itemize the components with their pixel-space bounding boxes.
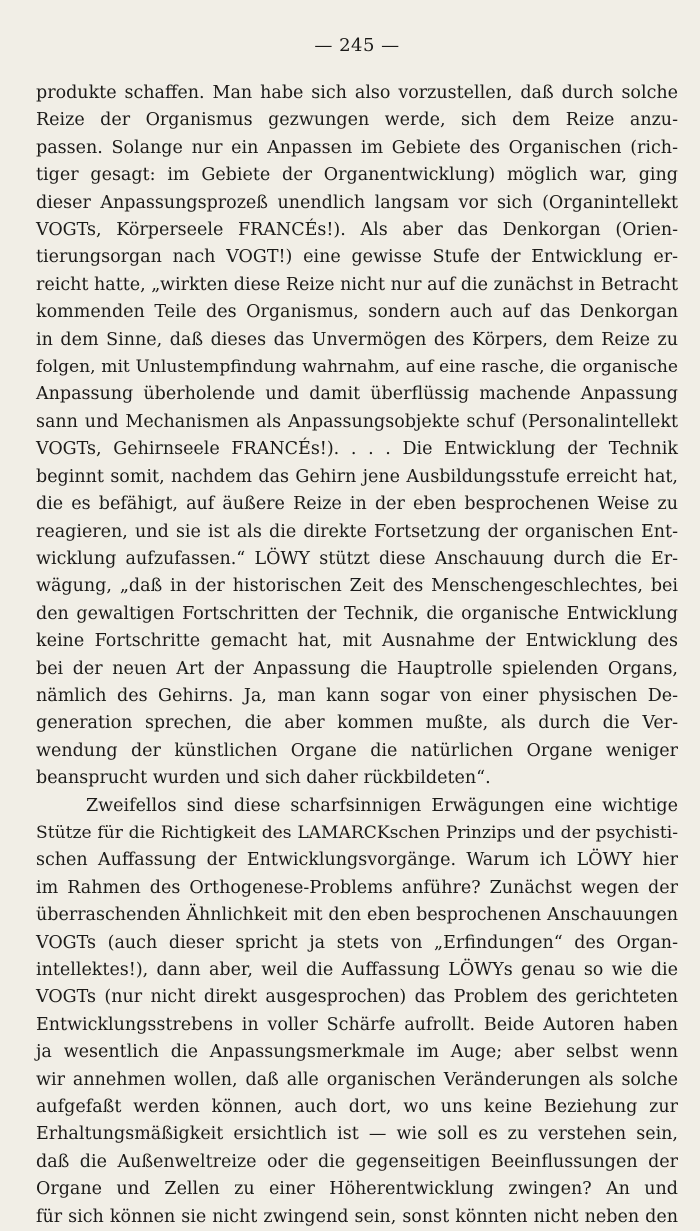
text-line: VOGTs, Gehirnseele FRANCÉs!). . . . Die Entwicklung der Technik — [36, 439, 678, 460]
text-line: nämlich des Gehirns. Ja, man kann sogar von einer physischen De- — [36, 685, 678, 706]
text-line: im Rahmen des Orthogenese-Problems anführe? Zunächst wegen der — [36, 877, 678, 898]
text-line: Entwicklungsstrebens in voller Schärfe aufrollt. Beide Autoren haben — [36, 1014, 678, 1035]
text-line: wägung, „daß in der historischen Zeit des Menschengeschlechtes, bei — [36, 576, 678, 597]
text-line: VOGTs (auch dieser spricht ja stets von „Erfindungen“ des Organ- — [36, 932, 678, 953]
text-line: Anpassung überholende und damit überflüssig machende Anpassung — [36, 384, 678, 405]
text-line: beansprucht wurden und sich daher rückbildeten“. — [36, 768, 491, 789]
text-line: aufgefaßt werden können, auch dort, wo uns keine Beziehung zur — [36, 1097, 678, 1118]
text-line: VOGTs, Körperseele FRANCÉs!). Als aber das Denkorgan (Orien- — [36, 220, 678, 241]
text-line: Reize der Organismus gezwungen werde, sich dem Reize anzu- — [36, 110, 678, 131]
text-line: reagieren, und sie ist als die direkte Fortsetzung der organischen Ent- — [36, 521, 678, 542]
text-line: generation sprechen, die aber kommen mußte, als durch die Ver- — [36, 713, 678, 734]
text-line: tiger gesagt: im Gebiete der Organentwicklung) möglich war, ging — [36, 165, 678, 186]
text-line: schen Auffassung der Entwicklungsvorgänge. Warum ich LÖWY hier — [36, 850, 678, 871]
text-line: wir annehmen wollen, daß alle organischen Veränderungen als solche — [36, 1069, 678, 1090]
text-line: bei der neuen Art der Anpassung die Hauptrolle spielenden Organs, — [36, 658, 678, 679]
text-line: produkte schaffen. Man habe sich also vorzustellen, daß durch solche — [36, 83, 678, 103]
body-text — [36, 80, 678, 1231]
paragraph-2 — [36, 793, 678, 1231]
text-line: tierungsorgan nach VOGT!) eine gewisse Stufe der Entwicklung er- — [36, 247, 678, 268]
text-line: Stütze für die Richtigkeit des LAMARCKschen Prinzips und der psychisti- — [36, 822, 678, 843]
text-line: beginnt somit, nachdem das Gehirn jene Ausbildungsstufe erreicht hat, — [36, 466, 678, 487]
text-line: wicklung aufzufassen.“ LÖWY stützt diese Anschauung durch die Er- — [36, 548, 678, 569]
text-line: passen. Solange nur ein Anpassen im Gebiete des Organischen (rich- — [36, 137, 678, 158]
text-line: überraschenden Ähnlichkeit mit den eben besprochenen Anschauungen — [36, 905, 678, 926]
text-line: reicht hatte, „wirkten diese Reize nicht nur auf die zunächst in Betracht — [36, 274, 678, 295]
text-line: Zweifellos sind diese scharfsinnigen Erwägungen eine wichtige — [86, 795, 678, 816]
text-line: folgen, mit Unlustempfindung wahrnahm, auf eine rasche, die organische — [36, 357, 678, 378]
text-line: Erhaltungsmäßigkeit ersichtlich ist — wie soll es zu verstehen sein, — [36, 1124, 678, 1145]
text-line: keine Fortschritte gemacht hat, mit Ausnahme der Entwicklung des — [36, 631, 678, 652]
text-line: daß die Außenweltreize oder die gegenseitigen Beeinflussungen der — [36, 1151, 678, 1172]
text-line: ja wesentlich die Anpassungsmerkmale im Auge; aber selbst wenn — [36, 1042, 678, 1063]
text-line: dieser Anpassungsprozeß unendlich langsam vor sich (Organintellekt — [36, 192, 678, 213]
text-line: für sich können sie nicht zwingend sein, sonst könnten nicht neben den — [36, 1206, 678, 1227]
text-line: kommenden Teile des Organismus, sondern auch auf das Denkorgan — [36, 302, 678, 323]
text-line: sann und Mechanismen als Anpassungsobjekte schuf (Personalintellekt — [36, 411, 678, 432]
text-line: die es befähigt, auf äußere Reize in der eben besprochenen Weise zu — [36, 494, 678, 515]
text-line: VOGTs (nur nicht direkt ausgesprochen) das Problem des gerichteten — [36, 987, 678, 1008]
text-line: den gewaltigen Fortschritten der Technik, die organische Entwicklung — [36, 603, 678, 624]
paragraph-1 — [36, 80, 678, 793]
text-line: intellektes!), dann aber, weil die Auffassung LÖWYs genau so wie die — [36, 960, 678, 980]
page-number: — 245 — — [314, 35, 400, 56]
text-line: wendung der künstlichen Organe die natürlichen Organe weniger — [36, 740, 678, 761]
text-line: in dem Sinne, daß dieses das Unvermögen des Körpers, dem Reize zu — [36, 329, 678, 350]
text-line: Organe und Zellen zu einer Höherentwicklung zwingen? An und — [36, 1179, 678, 1200]
